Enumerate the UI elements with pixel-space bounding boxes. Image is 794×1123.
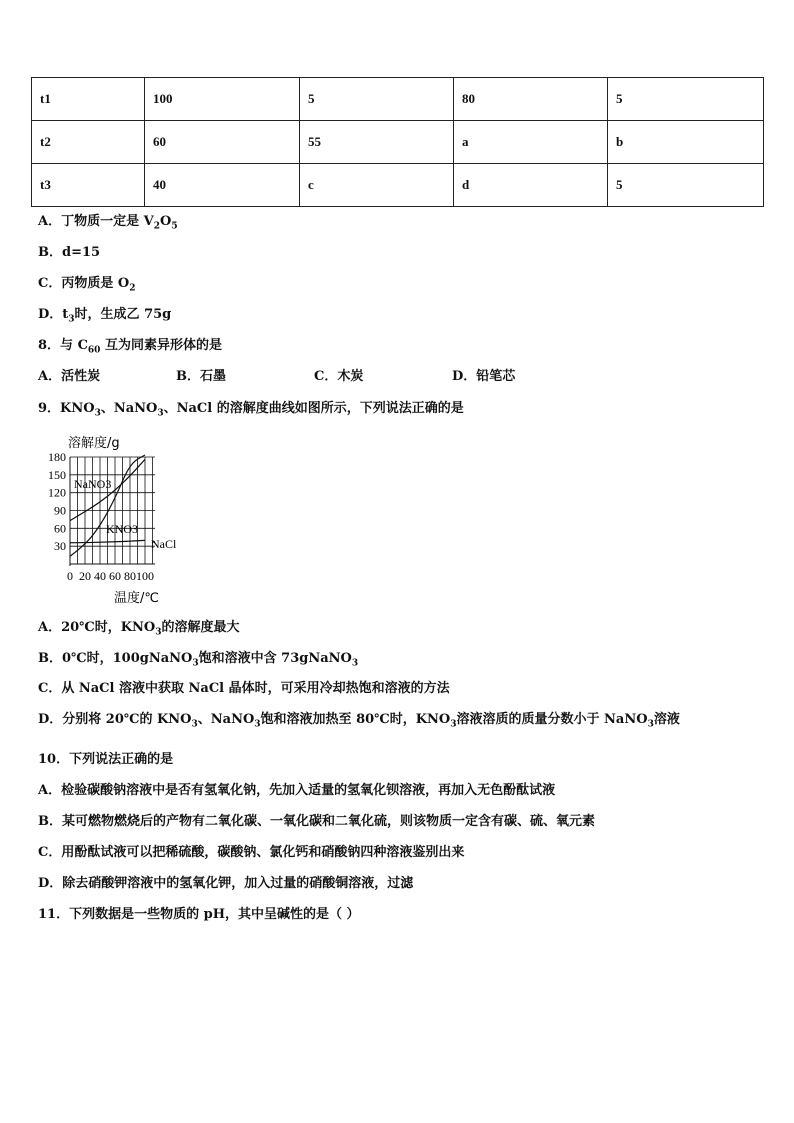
- subscript: 3: [68, 314, 75, 325]
- q10-stem: 10．下列说法正确的是: [38, 752, 174, 767]
- subscript: 3: [450, 719, 457, 730]
- q8-option-a: A．活性炭: [38, 369, 101, 384]
- table-row: [32, 78, 764, 121]
- q8-option-c: C．木炭: [314, 369, 364, 384]
- chart-ticks: [48, 450, 154, 583]
- x-tick-label: 40: [94, 569, 106, 583]
- option-text: 饱和溶液加热至 80℃时，KNO: [260, 712, 451, 727]
- q10-option-d: D．除去硝酸钾溶液中的氢氧化钾，加入过量的硝酸铜溶液，过滤: [38, 876, 414, 891]
- q8-stem: [38, 338, 222, 359]
- subscript: 3: [254, 719, 261, 730]
- q7-option-b: B．d=15: [38, 245, 101, 260]
- series-label-nano3: NaNO3: [74, 477, 112, 491]
- chart-grid: [70, 457, 155, 566]
- q8-option-d: D．铅笔芯: [452, 369, 516, 384]
- subscript: 2: [153, 221, 160, 232]
- option-text: A．丁物质一定是: [38, 214, 144, 229]
- subscript: 3: [157, 408, 164, 419]
- option-text: 溶液溶质的质量分数小于 NaNO: [456, 712, 648, 727]
- q10-option-b: B．某可燃物燃烧后的产物有二氧化碳、一氧化碳和二氧化硫，则该物质一定含有碳、硫、氧元素: [38, 814, 595, 829]
- x-tick-label: 0: [67, 569, 73, 583]
- formula-part: O: [159, 214, 172, 229]
- option-text: B．0℃时，100gNaNO: [38, 651, 193, 666]
- x-tick-label: 80: [124, 569, 136, 583]
- table-cell: 100: [145, 78, 300, 121]
- q7-option-a: [38, 214, 178, 235]
- table-cell: c: [300, 164, 454, 207]
- table-cell: t1: [32, 78, 145, 121]
- option-text: 时，生成乙 75g: [74, 307, 172, 322]
- table-cell: 60: [145, 121, 300, 164]
- table-cell: b: [608, 121, 764, 164]
- data-table: [31, 77, 764, 207]
- chart-curves: [70, 455, 155, 556]
- table-cell: 5: [608, 164, 764, 207]
- q7-option-d: [38, 307, 171, 328]
- option-text: D．t: [38, 307, 69, 322]
- x-tick-label: 60: [109, 569, 121, 583]
- q9-option-d: [38, 712, 680, 733]
- subscript: 3: [647, 719, 654, 730]
- table-cell: a: [454, 121, 608, 164]
- y-tick-label: 90: [54, 503, 66, 518]
- table-cell: 55: [300, 121, 454, 164]
- option-text: A．20℃时，KNO: [38, 620, 156, 635]
- q9-stem: [38, 401, 464, 422]
- table-cell: t3: [32, 164, 145, 207]
- subscript: 2: [129, 283, 136, 294]
- q9-option-b: [38, 651, 358, 672]
- y-tick-label: 150: [48, 467, 66, 482]
- subscript: 5: [171, 221, 178, 232]
- q11-stem: 11．下列数据是一些物质的 pH，其中呈碱性的是（ ）: [38, 907, 360, 922]
- formula-part: V: [143, 214, 154, 229]
- series-label-kno3: KNO3: [106, 522, 138, 536]
- subscript: 3: [94, 408, 101, 419]
- stem-text: 9．KNO: [38, 401, 95, 416]
- table-row: [32, 164, 764, 207]
- table-cell: 5: [300, 78, 454, 121]
- option-text: 的溶解度最大: [161, 620, 240, 635]
- table-cell: 80: [454, 78, 608, 121]
- subscript: 3: [192, 658, 199, 669]
- x-axis-label: 温度/℃: [114, 591, 159, 606]
- option-text: 、NaNO: [197, 712, 255, 727]
- q7-option-c: [38, 276, 135, 297]
- solubility-chart: [40, 430, 200, 610]
- subscript: 3: [191, 719, 198, 730]
- q10-option-a: A．检验碳酸钠溶液中是否有氢氧化钠，先加入适量的氢氧化钡溶液，再加入无色酚酞试液: [38, 783, 556, 798]
- y-axis-label: 溶解度/g: [68, 436, 120, 451]
- option-text: C．丙物质是 O: [38, 276, 130, 291]
- y-tick-label: 30: [54, 539, 66, 554]
- series-label-nacl: NaCl: [151, 537, 177, 551]
- y-tick-label: 60: [54, 521, 66, 536]
- subscript: 3: [155, 627, 162, 638]
- x-tick-label: 100: [136, 569, 154, 583]
- q9-option-c: C．从 NaCl 溶液中获取 NaCl 晶体时，可采用冷却热饱和溶液的方法: [38, 681, 450, 696]
- table-cell: d: [454, 164, 608, 207]
- stem-text: 、NaNO: [100, 401, 158, 416]
- y-tick-label: 180: [48, 450, 66, 464]
- stem-text: 8．与 C: [38, 338, 88, 353]
- q8-options: [38, 369, 515, 385]
- table-cell: 40: [145, 164, 300, 207]
- subscript: 60: [87, 345, 101, 356]
- stem-text: 互为同素异形体的是: [100, 338, 222, 353]
- y-tick-label: 120: [48, 485, 66, 500]
- option-text: 溶液: [653, 712, 680, 727]
- stem-text: 、NaCl 的溶解度曲线如图所示，下列说法正确的是: [163, 401, 464, 416]
- q8-option-b: B．石墨: [176, 369, 226, 384]
- option-text: D．分别将 20℃的 KNO: [38, 712, 192, 727]
- table-cell: 5: [608, 78, 764, 121]
- table-cell: t2: [32, 121, 145, 164]
- table-row: [32, 121, 764, 164]
- q9-option-a: [38, 620, 240, 641]
- q10-option-c: C．用酚酞试液可以把稀硫酸，碳酸钠、氯化钙和硝酸钠四种溶液鉴别出来: [38, 845, 465, 860]
- subscript: 3: [351, 658, 359, 669]
- option-text: 饱和溶液中含 73gNaNO: [198, 651, 352, 666]
- x-tick-label: 20: [79, 569, 91, 583]
